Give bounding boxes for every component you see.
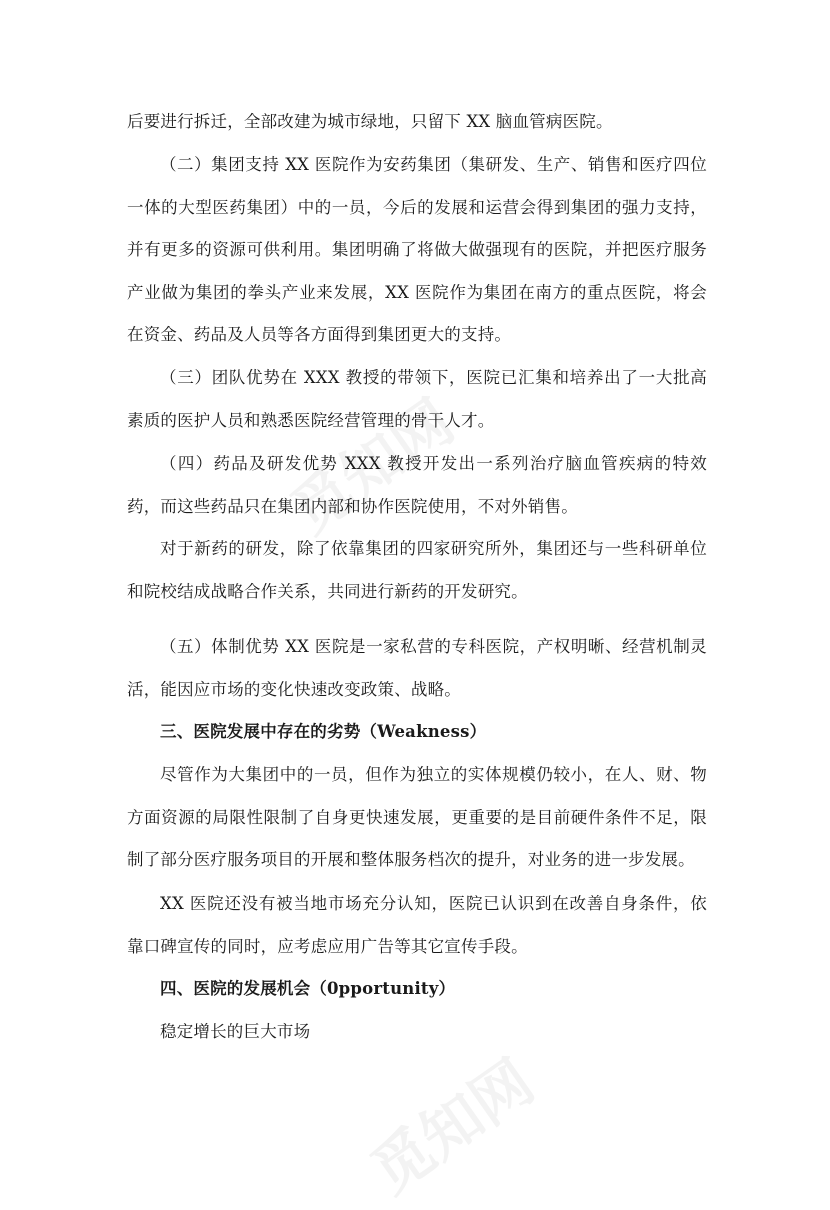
paragraph-drug-rd-advantage: （四）药品及研发优势 XXX 教授开发出一系列治疗脑血管疾病的特效药，而这些药品只在集团内部和协作医院使用，不对外销售。	[127, 454, 707, 516]
paragraph-continued: 后要进行拆迁，全部改建为城市绿地，只留下 XX 脑血管病医院。	[127, 112, 613, 131]
paragraph-new-drug-rd: 对于新药的研发，除了依靠集团的四家研究所外，集团还与一些科研单位和院校结成战略合作关系，共同进行新药的开发研究。	[127, 539, 707, 601]
section-heading-weakness: 三、医院发展中存在的劣势（Weakness）	[160, 722, 487, 741]
section-heading-opportunity: 四、医院的发展机会（0pportunity）	[160, 979, 456, 998]
paragraph-stable-market: 稳定增长的巨大市场	[160, 1022, 311, 1041]
paragraph-team-advantage: （三）团队优势在 XXX 教授的带领下，医院已汇集和培养出了一大批高素质的医护人员和熟悉医院经营管理的骨干人才。	[127, 368, 707, 430]
paragraph-weakness-awareness: XX 医院还没有被当地市场充分认知，医院已认识到在改善自身条件，依靠口碑宣传的同时，应考虑应用广告等其它宣传手段。	[127, 894, 707, 956]
watermark-logo	[352, 1036, 549, 1210]
paragraph-weakness-scale: 尽管作为大集团中的一员，但作为独立的实体规模仍较小，在人、财、物方面资源的局限性限制了自身更快速发展，更重要的是目前硬件条件不足，限制了部分医疗服务项目的开展和整体服务档次的提升，对业务的进一步发展。	[127, 765, 707, 870]
paragraph-system-advantage: （五）体制优势 XX 医院是一家私营的专科医院，产权明晰、经营机制灵活，能因应市场的变化快速改变政策、战略。	[127, 637, 707, 699]
paragraph-group-support: （二）集团支持 XX 医院作为安药集团（集研发、生产、销售和医疗四位一体的大型医药集团）中的一员，今后的发展和运营会得到集团的强力支持，并有更多的资源可供利用。集团明确了将做大做强现有的医院，并把医疗服务产业做为集团的拳头产业来发展，XX 医院作为集团在南方的重点医院，将会在资金、药品及人员等各方面得到集团更大的支持。	[127, 155, 707, 345]
